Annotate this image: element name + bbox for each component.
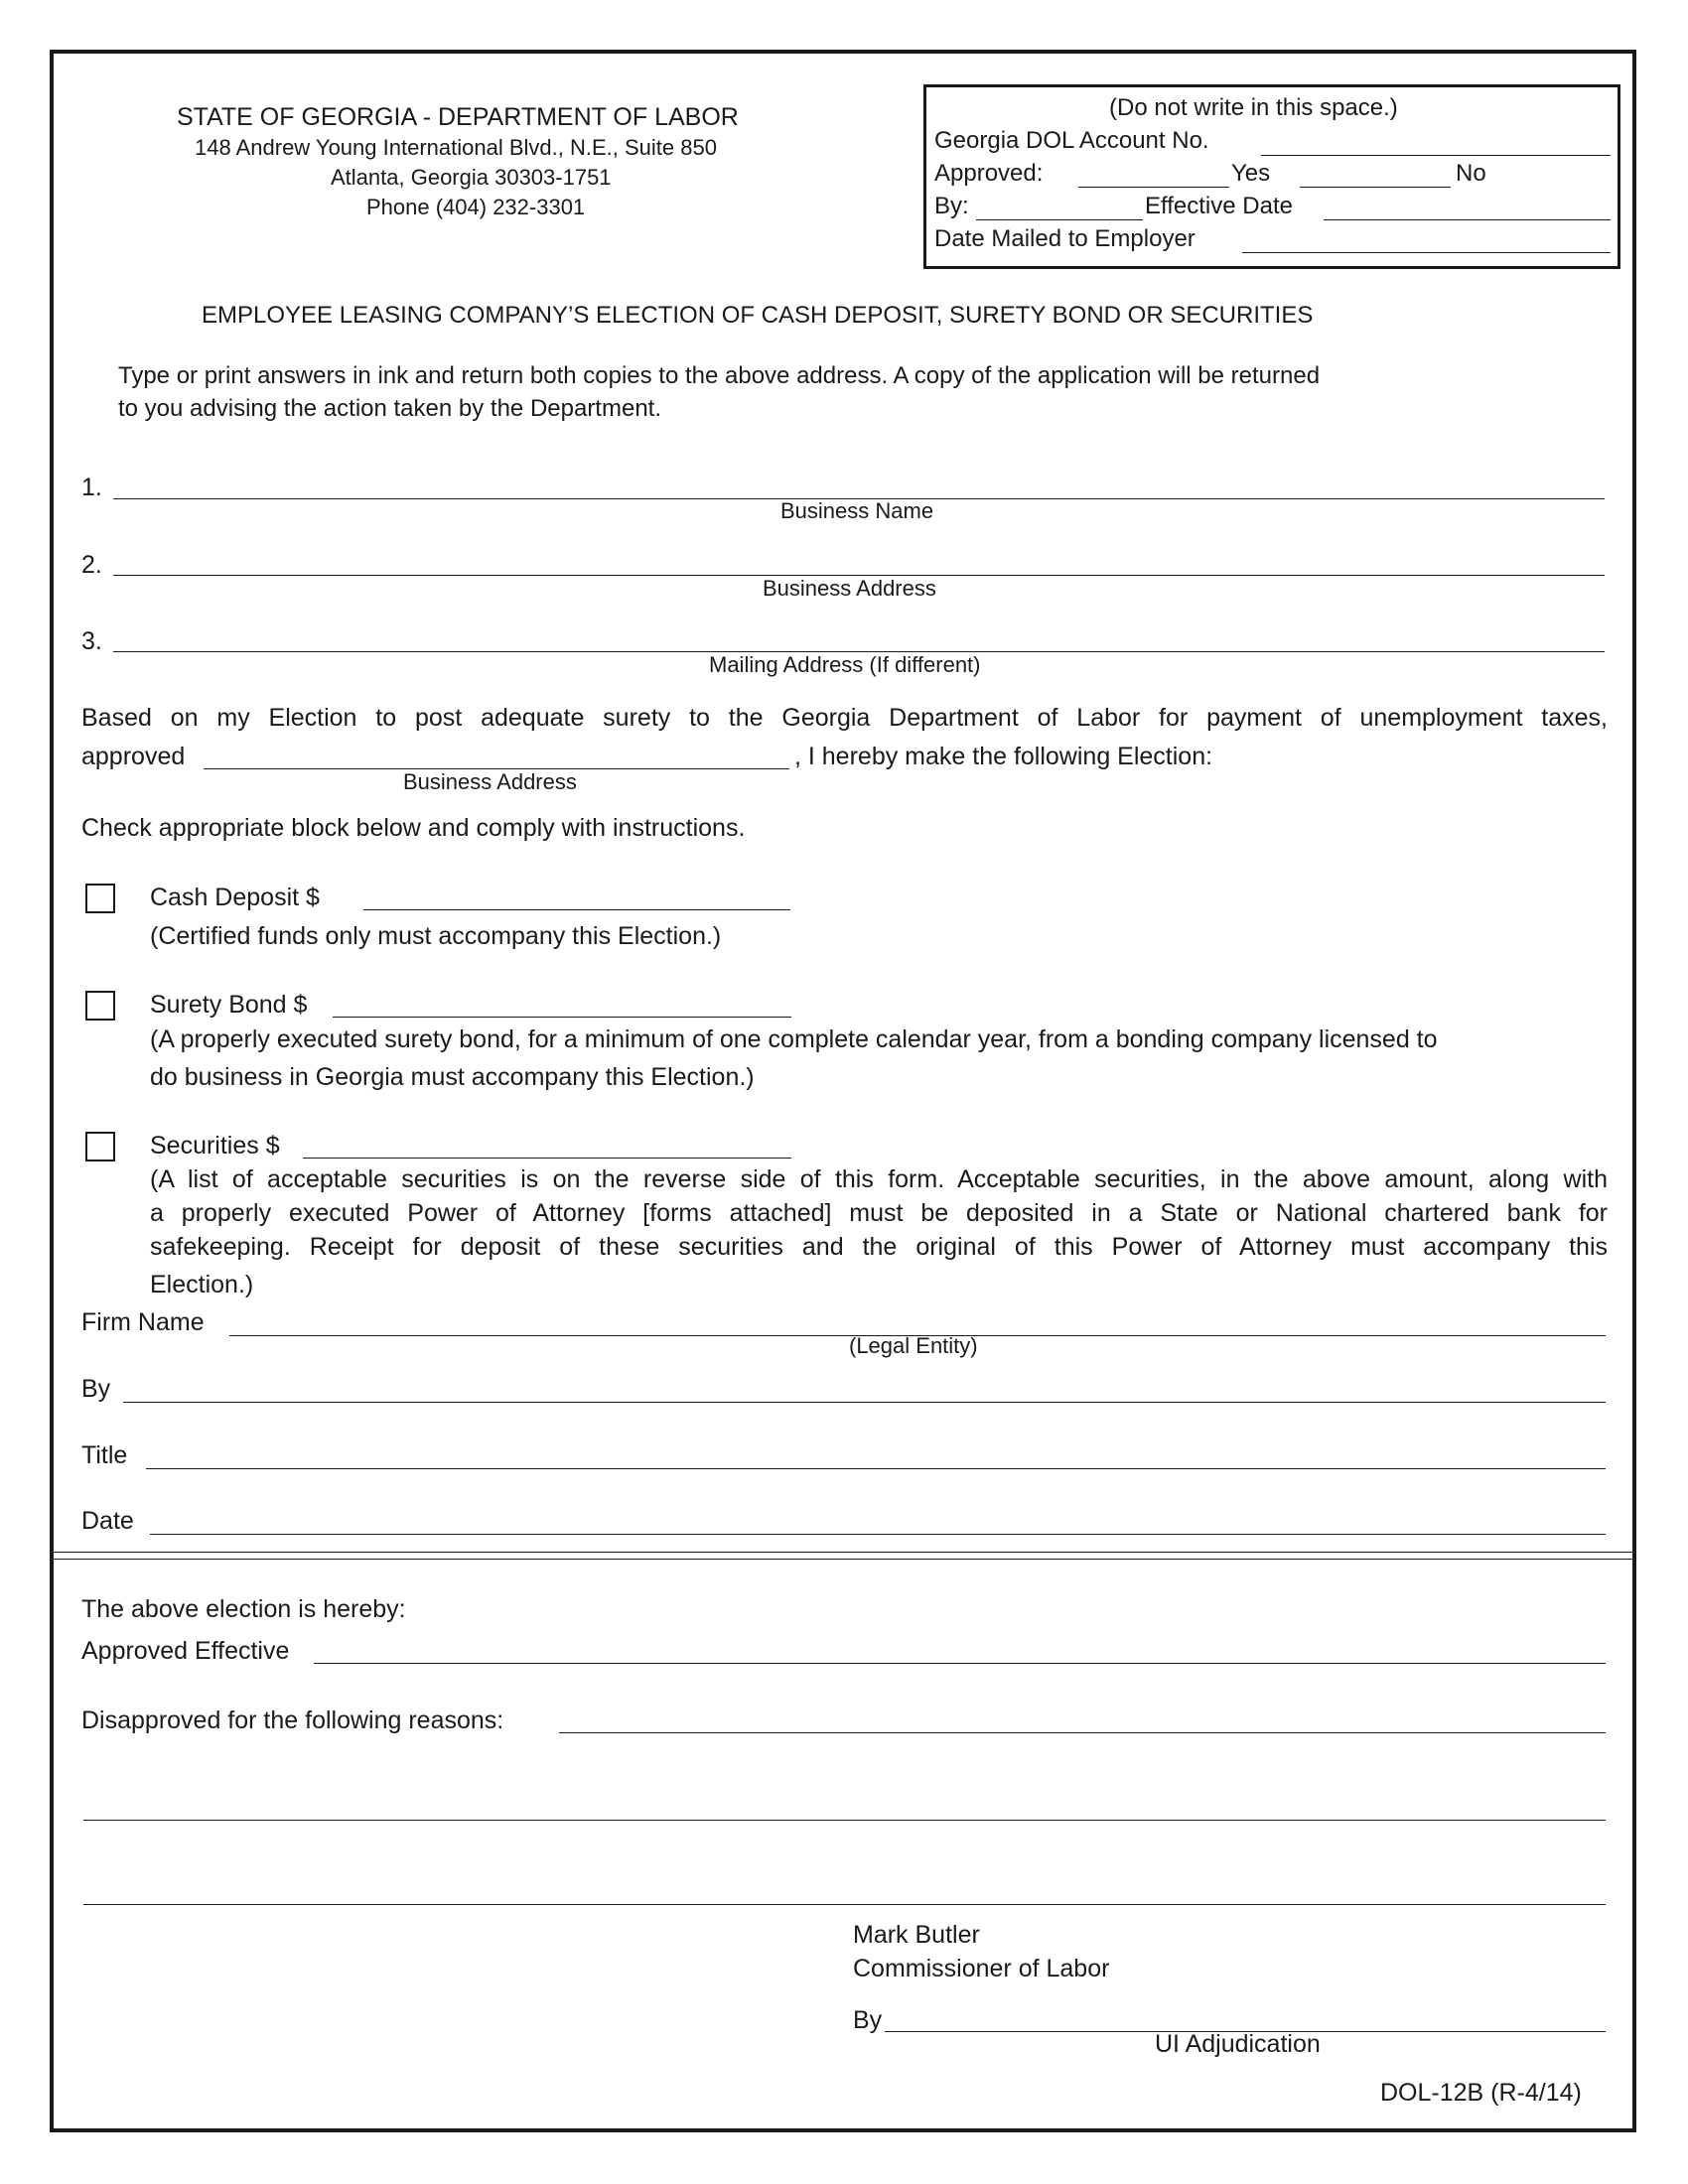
cash-deposit-label: Cash Deposit $ [150, 884, 320, 911]
account-label: Georgia DOL Account No. [934, 127, 1209, 154]
review-hereby: The above election is hereby: [81, 1595, 406, 1623]
office-by-field[interactable] [976, 219, 1143, 220]
approved-yes-field[interactable] [1078, 187, 1229, 188]
legal-entity-caption: (Legal Entity) [849, 1333, 978, 1358]
instructions-line-2: to you advising the action taken by the Department. [118, 395, 661, 422]
field-1-number: 1. [81, 474, 102, 501]
approved-effective-field[interactable] [314, 1663, 1606, 1664]
securities-note-line-1: (A list of acceptable securities is on the reverse side of this form. Acceptable securities, in the above amount, along with [150, 1165, 1608, 1193]
cash-deposit-note: (Certified funds only must accompany this Election.) [150, 922, 722, 950]
instructions-line-1: Type or print answers in ink and return both copies to the above address. A copy of the application will be returned [118, 362, 1321, 389]
disapproved-reason-field-2[interactable] [83, 1820, 1606, 1821]
field-2-number: 2. [81, 551, 102, 579]
securities-note-line-3: safekeeping. Receipt for deposit of these securities and the original of this Power of Attorney must accompany this [150, 1233, 1608, 1261]
mailed-label: Date Mailed to Employer [934, 225, 1196, 252]
surety-bond-note-line-1: (A properly executed surety bond, for a minimum of one complete calendar year, from a bonding company licensed to [150, 1025, 1438, 1053]
disapproved-reason-field-1[interactable] [559, 1732, 1606, 1733]
title-field[interactable] [146, 1468, 1606, 1469]
agency-street: 148 Andrew Young International Blvd., N.E., Suite 850 [195, 135, 717, 160]
business-name-caption: Business Name [780, 498, 934, 523]
check-instruction: Check appropriate block below and comply with instructions. [81, 814, 746, 842]
office-by-label: By: [934, 193, 969, 219]
election-line-1: Based on my Election to post adequate surety to the Georgia Department of Labor for payment of unemployment taxes, [81, 704, 1608, 732]
field-3-number: 3. [81, 627, 102, 655]
title-label: Title [81, 1441, 128, 1469]
cash-deposit-amount-field[interactable] [363, 909, 790, 910]
securities-note-line-4: Election.) [150, 1271, 254, 1298]
approved-effective-label: Approved Effective [81, 1637, 290, 1665]
commissioner-title: Commissioner of Labor [853, 1955, 1110, 1982]
by-label: By [81, 1375, 111, 1403]
agency-city: Atlanta, Georgia 30303-1751 [331, 165, 612, 190]
effective-date-field[interactable] [1324, 219, 1611, 220]
securities-checkbox[interactable] [85, 1132, 115, 1161]
election-suffix: , I hereby make the following Election: [794, 743, 1213, 770]
account-field[interactable] [1261, 155, 1611, 156]
date-label: Date [81, 1507, 134, 1535]
adjudication-by-label: By [853, 2006, 883, 2034]
mailed-date-field[interactable] [1242, 252, 1611, 253]
form-title: EMPLOYEE LEASING COMPANY’S ELECTION OF CASH DEPOSIT, SURETY BOND OR SECURITIES [202, 302, 1314, 329]
ui-adjudication-caption: UI Adjudication [1155, 2030, 1321, 2058]
surety-bond-label: Surety Bond $ [150, 991, 308, 1019]
election-caption: Business Address [403, 769, 577, 794]
securities-label: Securities $ [150, 1132, 280, 1160]
firm-name-label: Firm Name [81, 1308, 205, 1336]
surety-bond-note-line-2: do business in Georgia must accompany this Election.) [150, 1063, 755, 1091]
yes-label: Yes [1231, 160, 1271, 187]
disapproved-reason-field-3[interactable] [83, 1904, 1606, 1905]
business-address-caption: Business Address [763, 576, 936, 601]
section-divider-top [54, 1552, 1632, 1553]
approved-no-field[interactable] [1300, 187, 1451, 188]
section-divider-bottom [54, 1559, 1632, 1560]
form-number: DOL-12B (R-4/14) [1380, 2079, 1582, 2107]
disapproved-label: Disapproved for the following reasons: [81, 1706, 504, 1734]
date-field[interactable] [150, 1534, 1606, 1535]
securities-note-line-2: a properly executed Power of Attorney [forms attached] must be deposited in a State or National chartered bank for [150, 1199, 1608, 1227]
agency-name: STATE OF GEORGIA - DEPARTMENT OF LABOR [177, 103, 739, 131]
approved-label: Approved: [934, 160, 1044, 187]
office-note: (Do not write in this space.) [1109, 94, 1398, 121]
cash-deposit-checkbox[interactable] [85, 884, 115, 913]
commissioner-name: Mark Butler [853, 1921, 980, 1949]
securities-amount-field[interactable] [303, 1158, 791, 1159]
mailing-address-caption: Mailing Address (If different) [709, 652, 981, 677]
effective-label: Effective Date [1145, 193, 1293, 219]
no-label: No [1456, 160, 1486, 187]
by-field[interactable] [123, 1402, 1606, 1403]
election-approved-label: approved [81, 743, 186, 770]
agency-phone: Phone (404) 232-3301 [366, 195, 586, 219]
surety-bond-amount-field[interactable] [333, 1017, 791, 1018]
surety-bond-checkbox[interactable] [85, 991, 115, 1021]
